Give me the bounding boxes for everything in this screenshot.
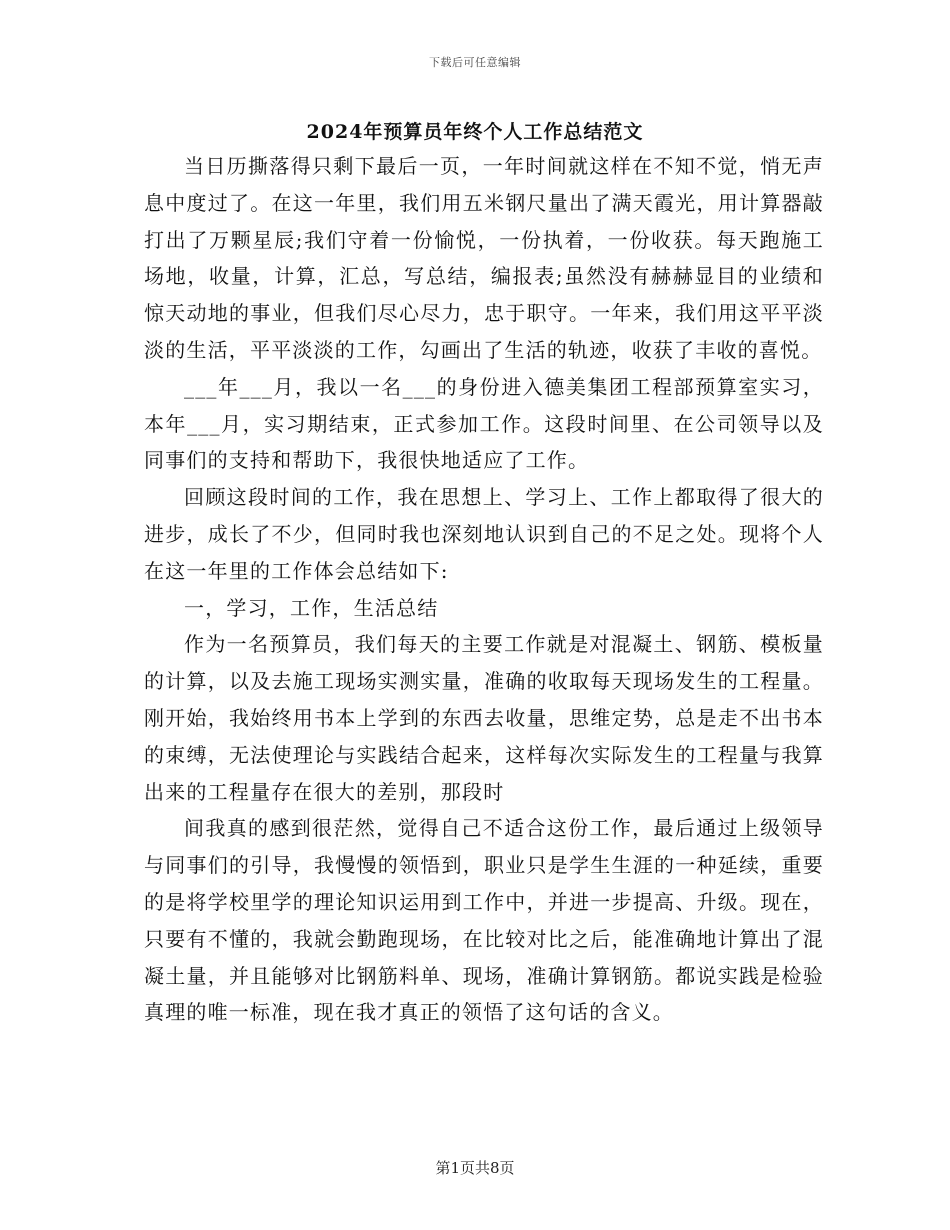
paragraph: ___年___月，我以一名___的身份进入德美集团工程部预算室实习，本年___月，实习期结束，正式参加工作。这段时间里、在公司领导以及同事们的支持和帮助下，我很快地适应了工作。 (144, 374, 824, 473)
paragraph: 间我真的感到很茫然，觉得自己不适合这份工作，最后通过上级领导与同事们的引导，我慢慢的领悟到，职业只是学生生涯的一种延续，重要的是将学校里学的理论知识运用到工作中，并进一步提高、升级。现在，只要有不懂的，我就会勤跑现场，在比较对比之后，能准确地计算出了混凝土量，并且能够对比钢筋料单、现场，准确计算钢筋。都说实践是检验真理的唯一标准，现在我才真正的领悟了这句话的含义。 (144, 816, 824, 1025)
paragraph: 作为一名预算员，我们每天的主要工作就是对混凝土、钢筋、模板量的计算，以及去施工现场实测实量，准确的收取每天现场发生的工程量。刚开始，我始终用书本上学到的东西去收量，思维定势，总是走不出书本的束缚，无法使理论与实践结合起来，这样每次实际发生的工程量与我算出来的工程量存在很大的差别，那段时 (144, 632, 824, 804)
section-heading: 一，学习，工作，生活总结 (184, 595, 439, 620)
document-title: 2024年预算员年终个人工作总结范文 (306, 121, 644, 143)
document-body (144, 148, 824, 1031)
page-number: 第1页共8页 (435, 1159, 515, 1177)
paragraph: 当日历撕落得只剩下最后一页，一年时间就这样在不知不觉，悄无声息中度过了。在这一年里，我们用五米钢尺量出了满天霞光，用计算器敲打出了万颗星辰;我们守着一份愉悦，一份执着，一份收获。每天跑施工场地，收量，计算，汇总，写总结，编报表;虽然没有赫赫显目的业绩和惊天动地的事业，但我们尽心尽力，忠于职守。一年来，我们用这平平淡淡的生活，平平淡淡的工作，勾画出了生活的轨迹，收获了丰收的喜悦。 (144, 154, 824, 362)
paragraph: 回顾这段时间的工作，我在思想上、学习上、工作上都取得了很大的进步，成长了不少，但同时我也深刻地认识到自己的不足之处。现将个人在这一年里的工作体会总结如下: (144, 485, 824, 583)
header-note: 下载后可任意编辑 (429, 56, 521, 69)
